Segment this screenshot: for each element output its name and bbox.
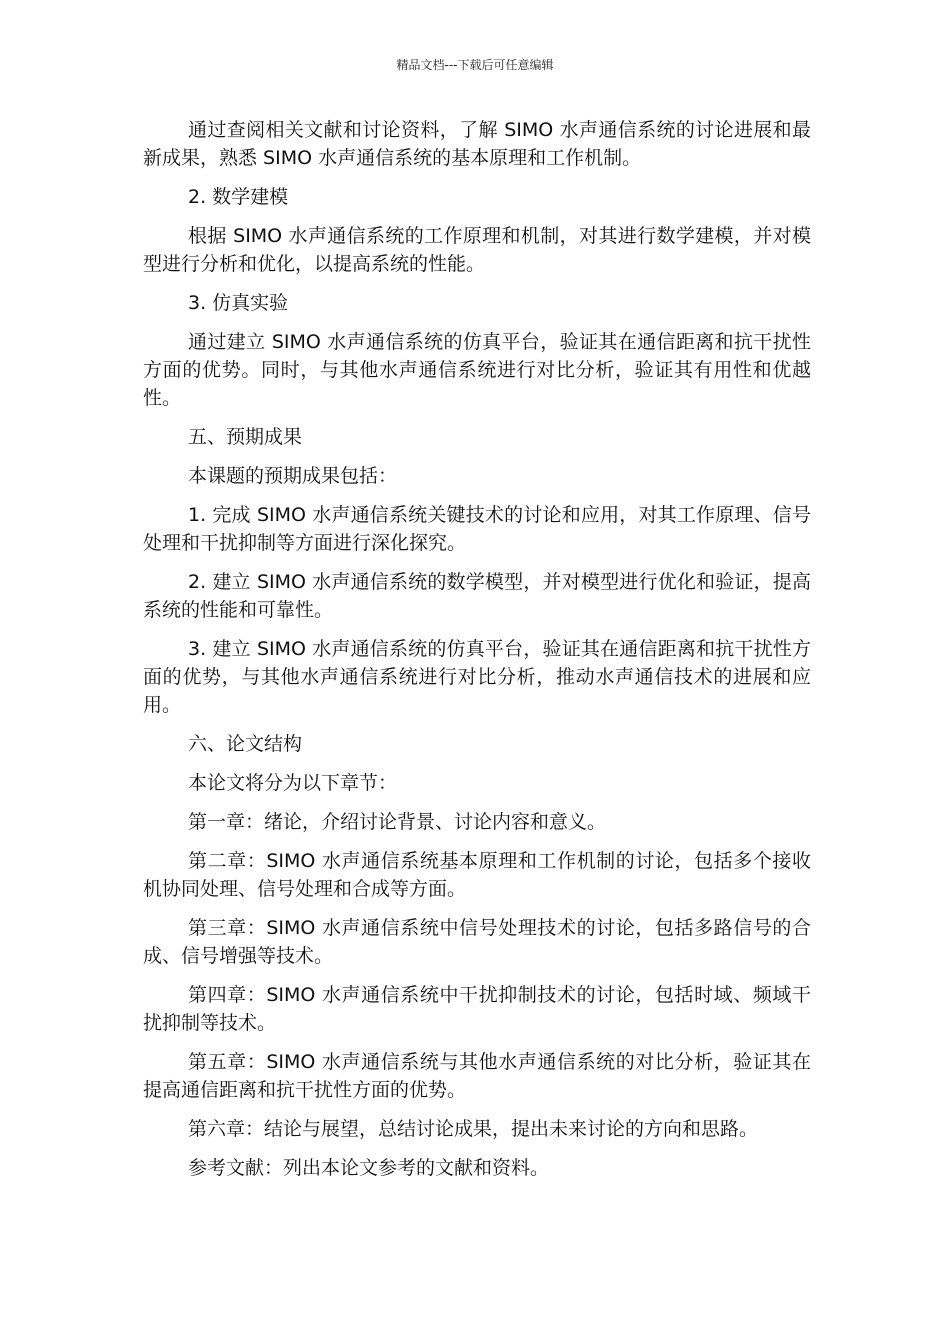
chapter-6: 第六章：结论与展望，总结讨论成果，提出未来讨论的方向和思路。 — [188, 1118, 759, 1140]
document-body — [143, 116, 811, 1193]
expected-result-item-1: 1. 完成 SIMO 水声通信系统关键技术的讨论和应用，对其工作原理、信号处理和干扰抑制等方面进行深化探究。 — [143, 504, 811, 554]
chapter-2: 第二章：SIMO 水声通信系统基本原理和工作机制的讨论，包括多个接收机协同处理、信号处理和合成等方面。 — [143, 850, 811, 900]
paragraph-structure-intro: 本论文将分为以下章节： — [188, 772, 398, 794]
paragraph-math-modeling: 根据 SIMO 水声通信系统的工作原理和机制，对其进行数学建模，并对模型进行分析和优化，以提高系统的性能。 — [143, 225, 811, 275]
expected-result-item-2: 2. 建立 SIMO 水声通信系统的数学模型，并对模型进行优化和验证，提高系统的性能和可靠性。 — [143, 571, 811, 621]
paragraph-intro-research: 通过查阅相关文献和讨论资料，了解 SIMO 水声通信系统的讨论进展和最新成果，熟悉 SIMO 水声通信系统的基本原理和工作机制。 — [143, 119, 811, 169]
heading-math-modeling: 2. 数学建模 — [188, 186, 289, 208]
heading-simulation: 3. 仿真实验 — [188, 292, 289, 314]
expected-result-item-3: 3. 建立 SIMO 水声通信系统的仿真平台，验证其在通信距离和抗干扰性方面的优势，与其他水声通信系统进行对比分析，推动水声通信技术的进展和应用。 — [143, 638, 811, 716]
chapter-5: 第五章：SIMO 水声通信系统与其他水声通信系统的对比分析，验证其在提高通信距离和抗干扰性方面的优势。 — [143, 1051, 811, 1101]
chapter-1: 第一章：绪论，介绍讨论背景、讨论内容和意义。 — [188, 811, 607, 833]
heading-expected-results: 五、预期成果 — [188, 426, 303, 448]
page-header: 精品文档---下载后可任意编辑 — [396, 58, 554, 72]
references: 参考文献：列出本论文参考的文献和资料。 — [188, 1157, 550, 1179]
chapter-3: 第三章：SIMO 水声通信系统中信号处理技术的讨论，包括多路信号的合成、信号增强等技术。 — [143, 917, 811, 967]
heading-thesis-structure: 六、论文结构 — [188, 733, 303, 755]
chapter-4: 第四章：SIMO 水声通信系统中干扰抑制技术的讨论，包括时域、频域干扰抑制等技术。 — [143, 984, 811, 1034]
paragraph-expected-intro: 本课题的预期成果包括： — [188, 465, 398, 487]
paragraph-simulation: 通过建立 SIMO 水声通信系统的仿真平台，验证其在通信距离和抗干扰性方面的优势。同时，与其他水声通信系统进行对比分析，验证其有用性和优越性。 — [143, 331, 811, 409]
